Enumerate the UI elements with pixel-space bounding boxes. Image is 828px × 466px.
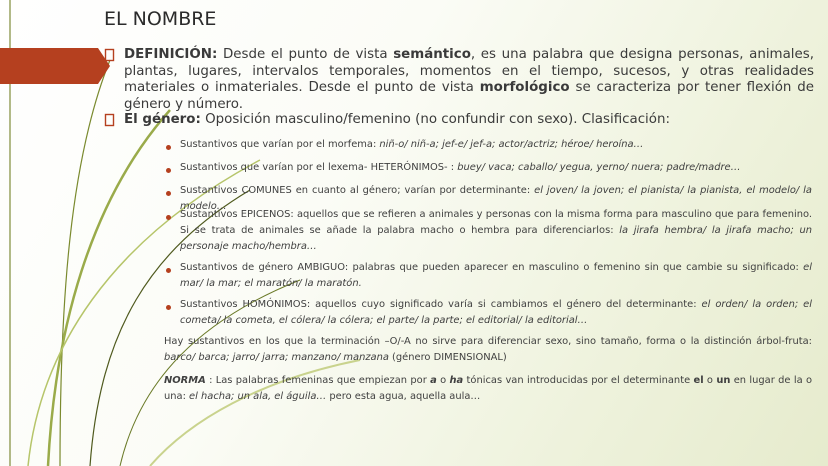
note-examples: barco/ barca; jarro/ jarra; manzano/ manzana bbox=[164, 351, 389, 363]
norma-text-a: : Las palabras femeninas que empiezan por bbox=[205, 375, 431, 386]
list-item bbox=[180, 297, 812, 329]
definition-paragraph bbox=[124, 47, 814, 113]
item-text: Sustantivos que varían por el lexema- HETERÓNIMOS- : bbox=[180, 162, 458, 173]
list-item bbox=[180, 260, 812, 292]
checkbox-outline-icon bbox=[104, 113, 120, 129]
norma-label: NORMA bbox=[164, 375, 206, 386]
dot-icon bbox=[166, 215, 171, 220]
gender-label: El género: bbox=[124, 112, 201, 127]
item-text: Sustantivos EPICENOS: aquellos que se refieren a animales y personas con la misma forma para masculino que para femenino. Si se trata de animales se añade la palabra macho o hembra para diferenciarlos: bbox=[180, 209, 812, 236]
item-examples: el orden/ la orden; el cometa/ la cometa, el cólera/ la cólera; el parte/ la parte; el editorial/ la editorial… bbox=[180, 299, 812, 326]
item-examples: el joven/ la joven; el pianista/ la pianista, el modelo/ la modelo… bbox=[180, 185, 812, 212]
list-item bbox=[180, 137, 812, 153]
definition-text-b: , es una palabra que designa personas, animales, plantas, lugares, intervalos temporales, momentos en el tiempo, sucesos, y otras realidades materiales o inmateriales. Desde el punto de vista bbox=[124, 47, 814, 96]
morfologico-term: morfológico bbox=[479, 80, 570, 96]
red-arrow-banner bbox=[0, 48, 110, 84]
semantico-term: semántico bbox=[393, 47, 471, 62]
norma-o: o bbox=[436, 375, 450, 386]
item-examples: el mar/ la mar; el maratón/ la maratón. bbox=[180, 262, 812, 289]
list-item bbox=[180, 160, 812, 176]
dot-icon bbox=[166, 168, 171, 173]
item-text: Sustantivos que varían por el morfema: bbox=[180, 139, 380, 150]
norma-ha: ha bbox=[449, 375, 464, 386]
item-examples: buey/ vaca; caballo/ yegua, yerno/ nuera; padre/madre… bbox=[457, 162, 741, 173]
curve-line-1 bbox=[60, 60, 110, 466]
item-examples: la jirafa hembra/ la jirafa macho; un personaje macho/hembra… bbox=[180, 224, 812, 252]
item-examples: niñ-o/ niñ-a; jef-e/ jef-a; actor/actriz; héroe/ heroína… bbox=[379, 139, 644, 150]
list-item bbox=[180, 207, 812, 254]
definition-label: DEFINICIÓN: bbox=[124, 47, 218, 62]
norma-text-c: en lugar de la o una: bbox=[164, 375, 813, 402]
item-text: Sustantivos HOMÓNIMOS: aquellos cuyo significado varía si cambiamos el género del determinante: bbox=[180, 299, 702, 310]
dot-icon bbox=[166, 191, 171, 196]
norma-text-b: tónicas van introducidas por el determinante bbox=[463, 375, 694, 386]
page-title: EL NOMBRE bbox=[104, 8, 217, 30]
dot-icon bbox=[166, 268, 171, 273]
gender-text: Oposición masculino/femenino (no confundir con sexo). Clasificación: bbox=[200, 112, 670, 127]
dot-icon bbox=[166, 305, 171, 310]
definition-text-c: se caracteriza por tener flexión de género y número. bbox=[124, 80, 814, 112]
checkbox-outline-icon bbox=[104, 48, 120, 64]
note-text: Hay sustantivos en los que la terminación –O/-A no sirve para diferenciar sexo, sino tamaño, forma o la distinción árbol-fruta: bbox=[164, 336, 812, 347]
curve-line-2 bbox=[48, 110, 170, 466]
norma-a: a bbox=[430, 375, 437, 386]
dot-icon bbox=[166, 145, 171, 150]
norma-un: un bbox=[716, 375, 731, 386]
item-text: Sustantivos COMUNES en cuanto al género; varían por determinante: bbox=[180, 185, 535, 196]
norma-o2: o bbox=[703, 375, 717, 386]
termination-note bbox=[164, 334, 812, 366]
gender-paragraph bbox=[124, 112, 814, 129]
norma-note bbox=[164, 373, 812, 405]
item-text: Sustantivos de género AMBIGUO: palabras que pueden aparecer en masculino o femenino sin que cambie su significado: bbox=[180, 262, 804, 273]
note-suffix: (género DIMENSIONAL) bbox=[388, 351, 507, 363]
norma-text-d: pero esta agua, aquella aula… bbox=[326, 390, 481, 402]
norma-el: el bbox=[693, 375, 704, 386]
definition-text-a: Desde el punto de vista bbox=[217, 47, 394, 62]
norma-examples: el hacha; un ala, el águila… bbox=[189, 390, 327, 402]
